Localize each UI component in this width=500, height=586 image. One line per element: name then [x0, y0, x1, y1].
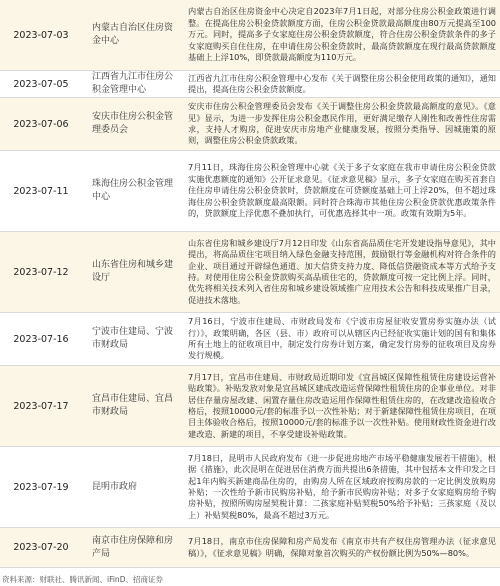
- row-content: 7月18日，昆明市人民政府发布《进一步促进房地产市场平稳健康发展若干措施》，根据《措施》，此次昆明在促进居住消费方面共提出6条措施，其中包括本文件印发之日起1年内购买新建商品住房的，由购房人所在区域政府按购房款的一定比例发放购房补贴；一次性给予新市民购房补贴，给予新市民购房补贴；对多子女家庭购房给予购房补贴，按照所购房屋契税计算：二孩家庭补贴契税50%给予补贴；三孩家庭（及以上）补贴契税80%，最高不超过3万元。: [188, 452, 496, 520]
- row-department: 内蒙古自治区住房资金中心: [92, 23, 174, 46]
- row-content: 山东省住房和城乡建设厅7月12日印发《山东省高品质住宅开发建设指导意见》，其中提出，将高品质住宅项目纳入绿色金融支持范围，鼓励银行等金融机构对符合条件的企业、项目通过开辟绿色通道、加大信贷支持力度、降低信贷融资成本等方式给予支持。对使用住房公积金贷款购买高品质住宅的，贷款额度可按一定比例上浮。同时，优先将相关技术列入省住房和城乡建设领域推广应用技术公告和科技成果推广目录，促进技术落地。: [188, 237, 496, 305]
- table-row: [0, 98, 500, 151]
- table-row: [0, 366, 500, 447]
- row-date: 2023-07-16: [13, 333, 69, 345]
- row-date: 2023-07-05: [13, 78, 69, 90]
- table-row: [0, 232, 500, 313]
- row-date: 2023-07-12: [13, 266, 69, 278]
- row-date: 2023-07-03: [13, 29, 69, 41]
- row-department: 宁波市住建局、宁波市财政局: [92, 327, 174, 350]
- row-content: 7月16日，宁波市住建局、市财政局发布《宁波市房屋征收安置房券实施办法（试行）》，政策明确，各区（县、市）政府可以从辖区内已经征收实施计划的国有和集体所有土地上的征收项目中，制定发行房券计划方案，确定发行房券的征收项目及房券发行规模。: [188, 316, 496, 361]
- row-date: 2023-07-17: [13, 400, 69, 412]
- row-date: 2023-07-06: [13, 118, 69, 130]
- row-department: 山东省住房和城乡建设厅: [92, 260, 174, 283]
- row-date: 2023-07-20: [13, 542, 69, 553]
- table-row: [0, 447, 500, 528]
- row-department: 珠海住房公积金管理中心: [92, 179, 174, 202]
- row-content: 内蒙古自治区住房资金中心决定自2023年7月1日起，对部分住房公积金政策进行调整。在提高住房公积金贷款额度方面，住房公积金贷款最高额度由80万元提高至100万元。同时，提高多子女家庭住房公积金贷款额度，符合住房公积金贷款条件的多子女家庭购买自住住房，在申请住房公积金贷款时，最高贷款额度在现行最高贷款额度基础上上浮10%，即贷款最高额度为110万元。: [188, 6, 496, 63]
- row-department: 昆明市政府: [92, 481, 138, 492]
- source-note: 资料来源：财联社、腾讯新闻、iFinD、招商证券: [2, 575, 163, 584]
- row-content: 7月18日，南京市住房保障和房产局发布《南京市共有产权住房管理办法（征求意见稿）》，《征求意见稿》明确，保障对象首次购买的产权份额比例为50%—80%。: [188, 536, 496, 558]
- row-content: 7月11日，珠海住房公积金管理中心就《关于多子女家庭在我市申请住房公积金贷款实施优惠额度的通知》公开征求意见。《征求意见稿》显示，多子女家庭在购买首套自住住房申请住房公积金贷款时，贷款额度在可贷额度基础上可上浮20%，但不超过珠海住房公积金贷款额度最高限额。同时符合珠海市其他住房公积金贷款优惠政策条件的，贷款额度上浮优惠不叠加执行，可优惠选择其中一项。政策有效期为5年。: [188, 162, 496, 219]
- row-date: 2023-07-11: [13, 185, 69, 197]
- table-row: [0, 313, 500, 366]
- row-department: 宜昌市住建局、宜昌市财政局: [92, 394, 174, 417]
- row-content: 江西省九江市住房公积金管理中心发布《关于调整住房公积金使用政策的通知》，通知提出，提高住房公积金贷款额度。: [188, 72, 496, 94]
- row-content: 安庆市住房公积金管理委员会发布《关于调整住房公积金贷款最高额度的意见》。《意见》显示，为进一步发挥住房公积金惠民作用，更好满足缴存人刚性和改善性住房需求，支持人才购房，促进安庆市房地产业健康发展，按照分类指导、因城施策的原则，调整住房公积金贷款政策。: [188, 101, 496, 146]
- table-row: [0, 528, 500, 568]
- table-row: [0, 151, 500, 232]
- table-row: [0, 0, 500, 71]
- row-date: 2023-07-19: [13, 481, 69, 493]
- row-department: 南京市住房保障和房产局: [92, 535, 174, 559]
- row-department: 江西省九江市住房公积金管理中心: [92, 72, 174, 95]
- row-content: 7月17日，宜昌市住建局、市财政局近期印发《宜昌城区保障性租赁住房建设运营补贴政策》。补贴发放对象是宜昌城区建成改造运营保障性租赁住房的企事业单位。对非居住存量房屋改建、闲置存量住房改造运用作保障性租赁住房的，在改建改造验收合格后，按照10000元/套的标准予以一次性补贴；对于新建保障性租赁住房项目，在项目主体验收合格后，按照10000元/套的标准予以一次性补贴。使用财政性资金进行改建改造、新建的项目，不享受建设补贴政策。: [188, 371, 496, 439]
- table-row: [0, 71, 500, 98]
- row-department: 安庆市住房公积金管理委员会: [92, 112, 174, 135]
